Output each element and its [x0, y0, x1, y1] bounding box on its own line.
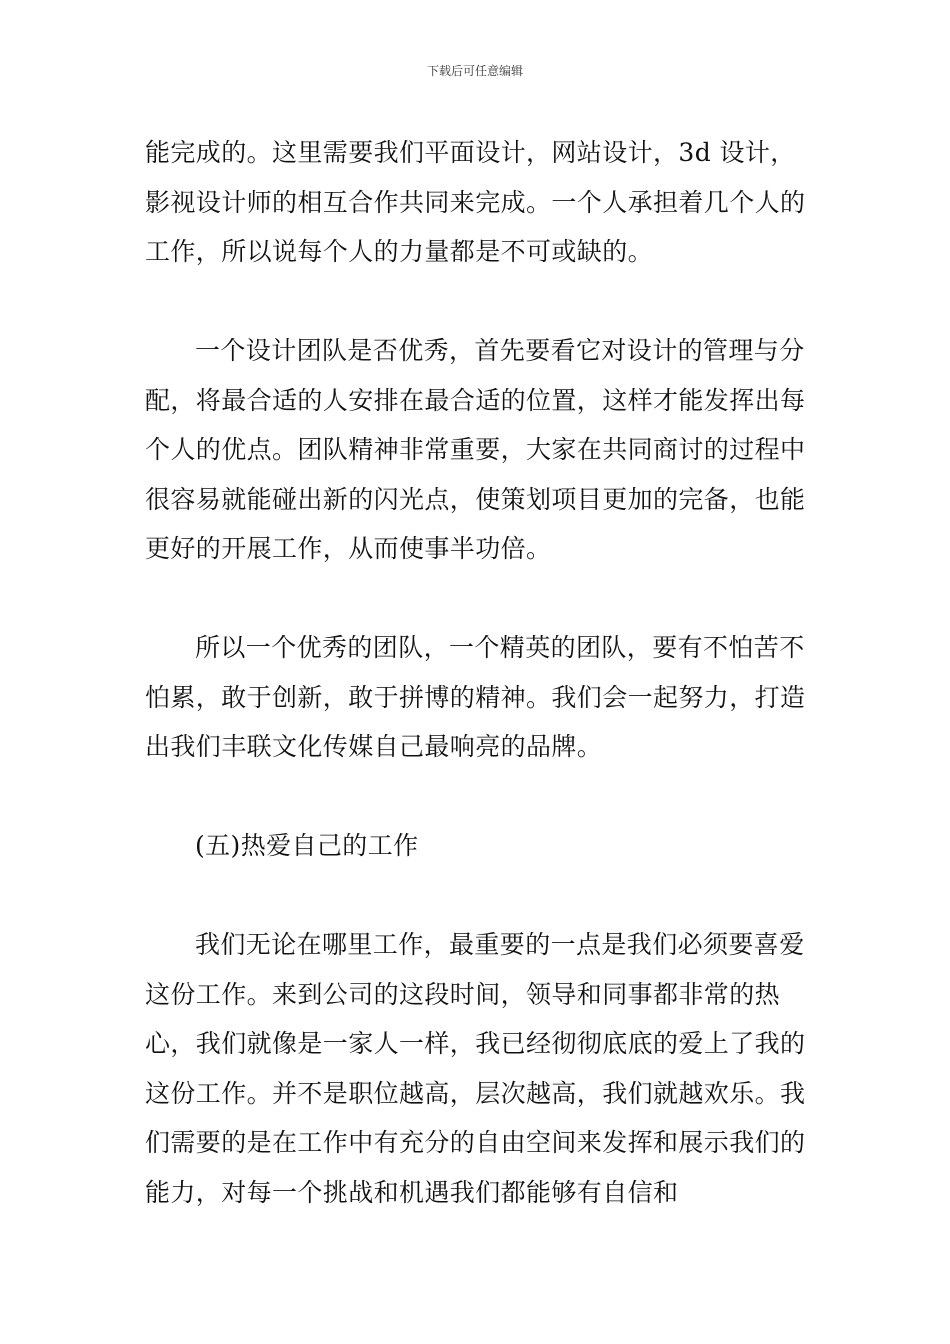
- paragraph-continuation: 能完成的。这里需要我们平面设计，网站设计，3d 设计，影视设计师的相互合作共同来完成。一个人承担着几个人的工作，所以说每个人的力量都是不可或缺的。: [145, 138, 806, 266]
- paragraph-design-team: 一个设计团队是否优秀，首先要看它对设计的管理与分配，将最合适的人安排在最合适的位置，这样才能发挥出每个人的优点。团队精神非常重要，大家在共同商讨的过程中很容易就能碰出新的闪光点，使策划项目更加的完备，也能更好的开展工作，从而使事半功倍。: [145, 336, 806, 563]
- paragraph-love-work: 我们无论在哪里工作，最重要的一点是我们必须要喜爱这份工作。来到公司的这段时间，领导和同事都非常的热心，我们就像是一家人一样，我已经彻彻底底的爱上了我的这份工作。并不是职位越高，层次越高，我们就越欢乐。我们需要的是在工作中有充分的自由空间来发挥和展示我们的能力，对每一个挑战和机遇我们都能够有自信和: [145, 930, 806, 1207]
- section-heading: (五)热爱自己的工作: [195, 831, 419, 860]
- paragraph-excellent-team: 所以一个优秀的团队，一个精英的团队，要有不怕苦不怕累，敢于创新，敢于拼博的精神。我们会一起努力，打造出我们丰联文化传媒自己最响亮的品牌。: [145, 633, 806, 761]
- page-header: 下载后可任意编辑: [426, 64, 523, 78]
- document-body: [145, 128, 810, 1217]
